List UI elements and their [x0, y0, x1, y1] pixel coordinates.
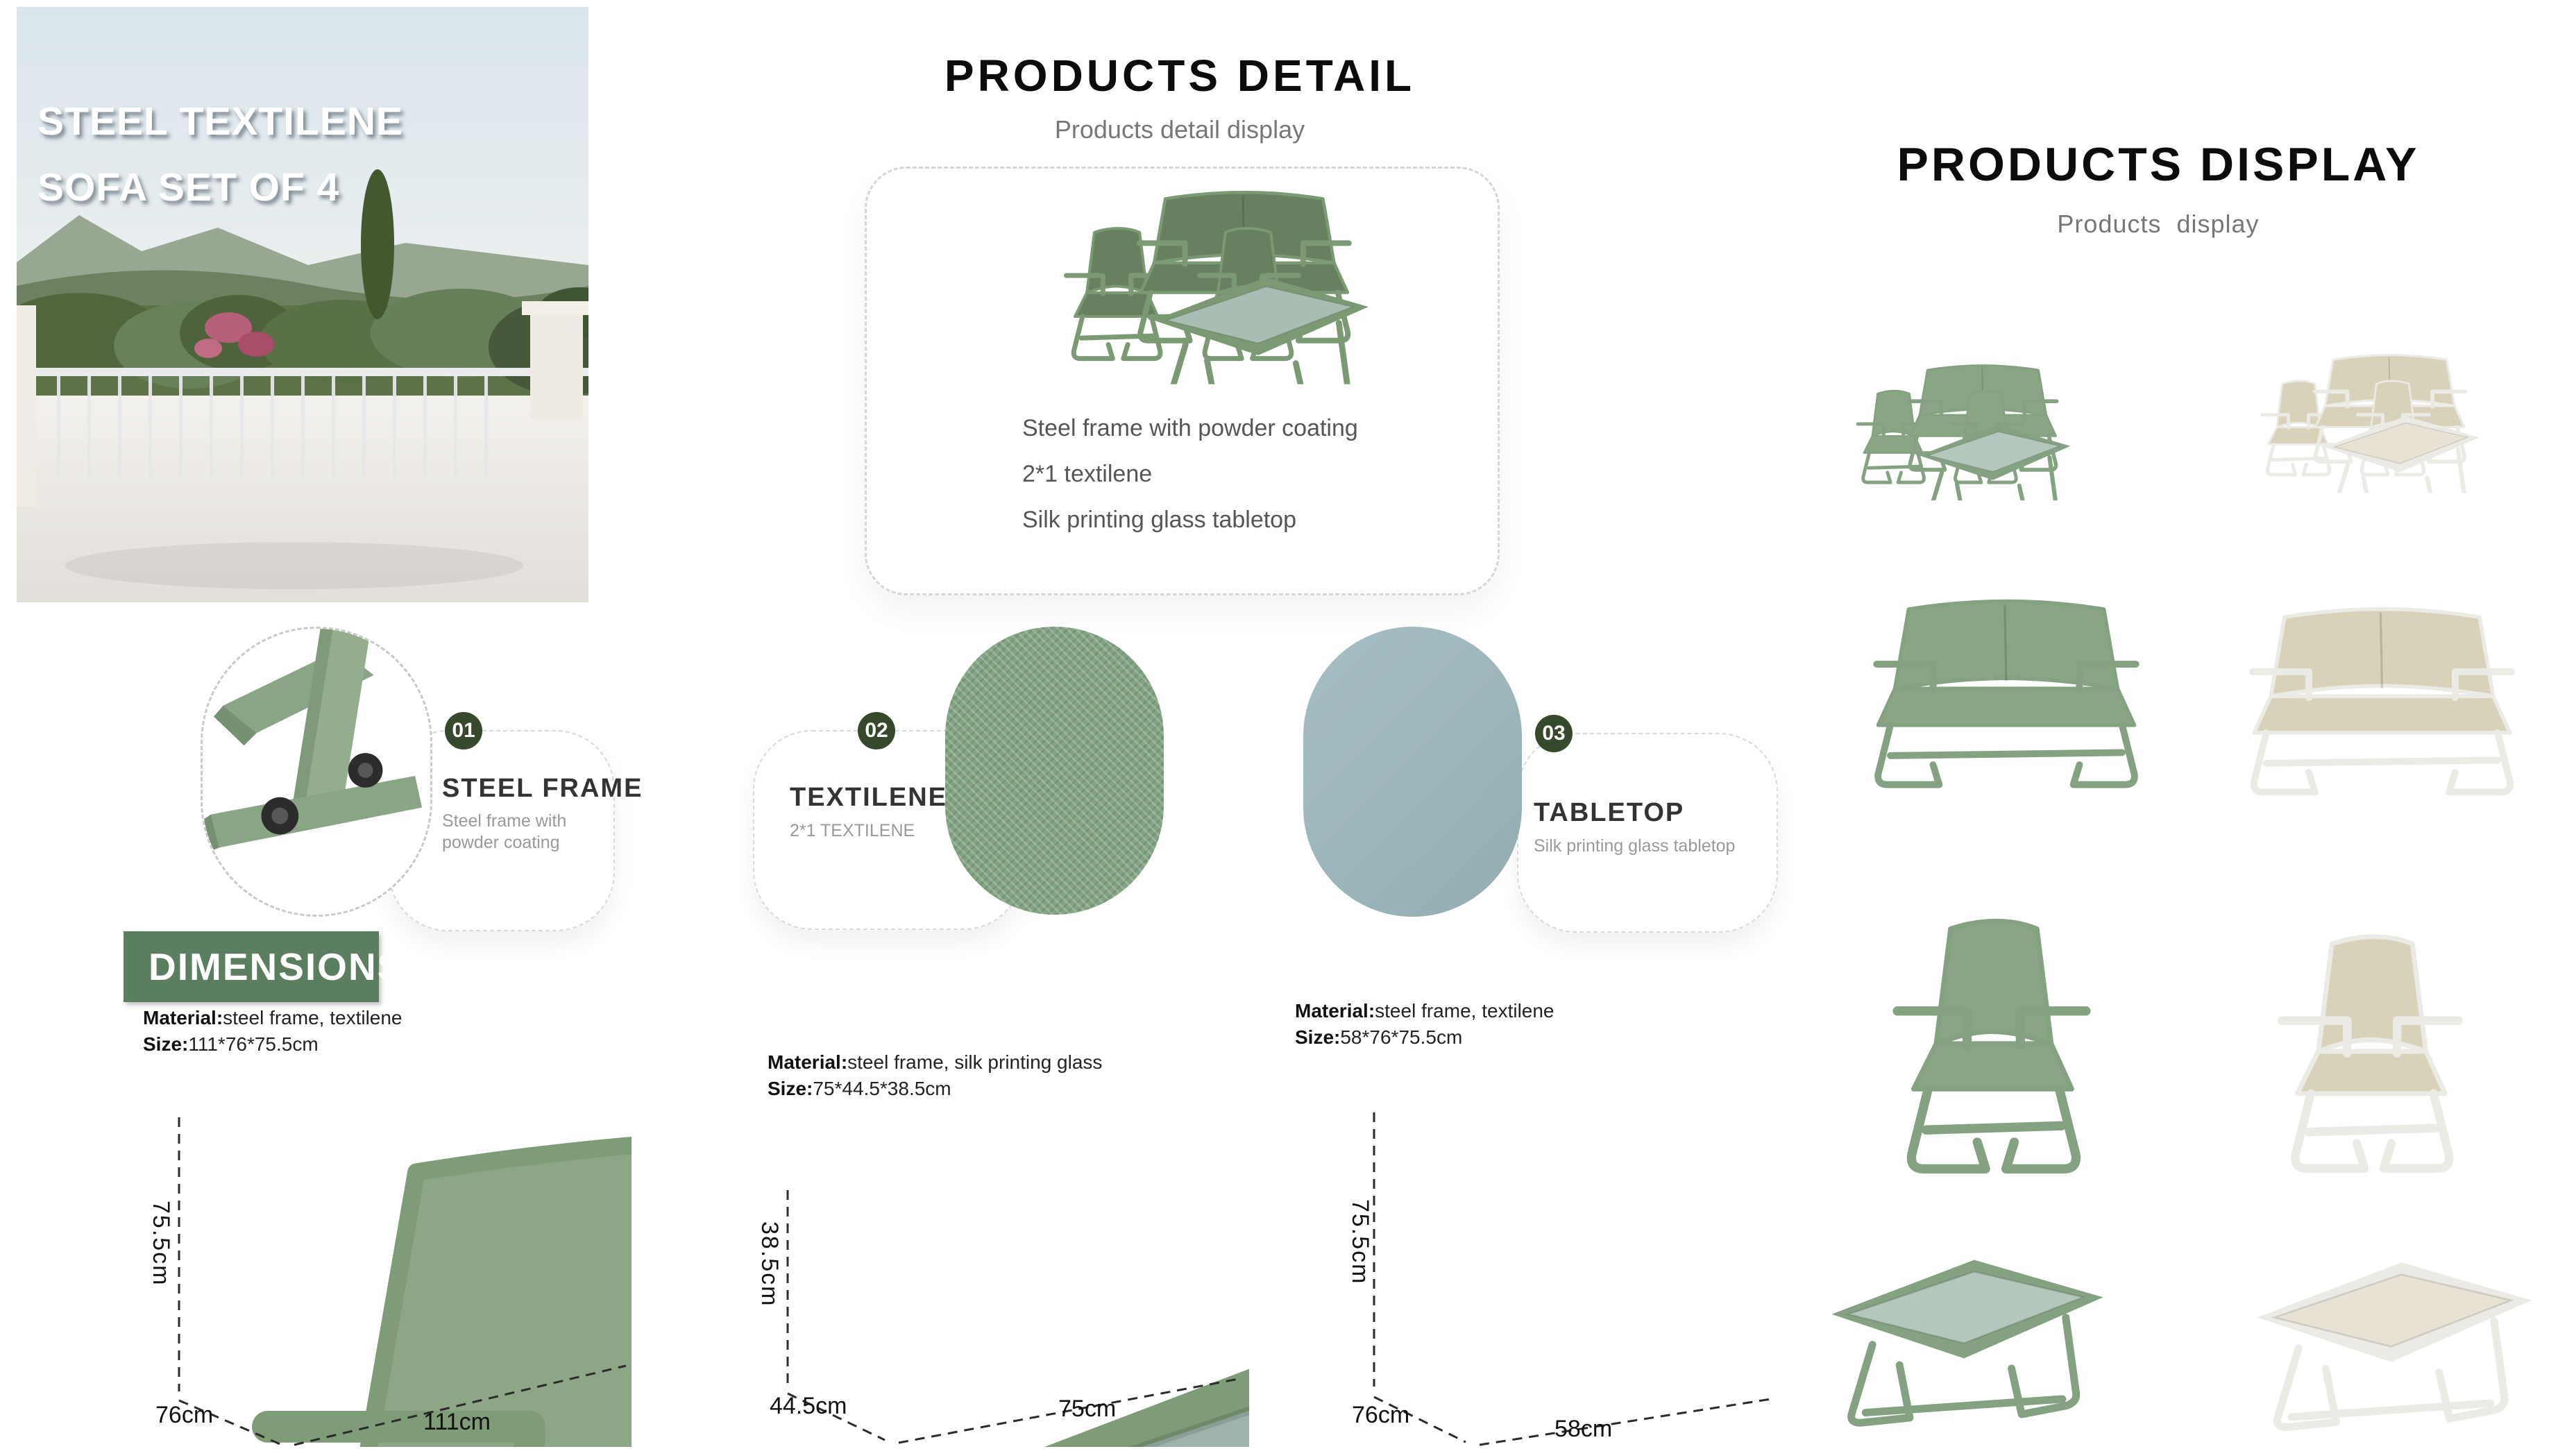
sofa-dimension-figure [146, 1090, 632, 1447]
detail-bullet-list [1022, 416, 1358, 553]
feature-title: STEEL FRAME [442, 774, 643, 803]
products-display-heading: PRODUCTS DISPLAY [1897, 138, 2420, 191]
display-green-table [1815, 1241, 2120, 1435]
glass-tabletop-swatch [1303, 627, 1522, 917]
textilene-swatch [945, 627, 1164, 915]
material-label: Material: [143, 1007, 223, 1028]
sofa-set-image [960, 178, 1405, 387]
dimension-height-label: 75.5cm [1347, 1199, 1373, 1285]
dimensions-heading-badge [124, 931, 405, 1002]
hero-title [37, 89, 403, 220]
dimension-depth-label: 44.5cm [770, 1393, 847, 1419]
material-label: Material: [768, 1051, 848, 1073]
dimension-width-label: 111cm [423, 1409, 491, 1435]
display-white-set [2186, 312, 2505, 527]
table-spec [768, 1049, 1102, 1102]
chair-dimension-figure [1346, 1102, 1783, 1448]
size-value: 75*44.5*38.5cm [813, 1078, 951, 1099]
products-display-subheading: Products display [2057, 210, 2260, 238]
detail-bullet: 2*1 textilene [1022, 461, 1153, 487]
feature-description: 2*1 TEXTILENE [790, 821, 915, 840]
hero-title-line2: SOFA SET OF 4 [37, 164, 340, 210]
hero-photo [17, 7, 588, 602]
feature-card-tabletop [1517, 733, 1778, 933]
feature-number-badge: 02 [858, 712, 895, 749]
steel-frame-photo [201, 627, 432, 917]
dimension-width-label: 58cm [1554, 1416, 1613, 1442]
feature-number-badge: 01 [445, 712, 482, 749]
feature-description: Silk printing glass tabletop [1534, 836, 1736, 856]
dimension-depth-label: 76cm [155, 1402, 214, 1428]
material-value: steel frame, silk printing glass [847, 1051, 1103, 1073]
feature-number-badge: 03 [1535, 715, 1573, 752]
dimension-depth-label: 76cm [1352, 1402, 1410, 1428]
display-white-table [2240, 1241, 2549, 1442]
display-green-set [1783, 325, 2096, 533]
detail-bullet: Steel frame with powder coating [1022, 415, 1358, 441]
chair-spec [1295, 998, 1554, 1051]
display-white-chair [2254, 929, 2486, 1182]
display-white-bench [2245, 598, 2519, 806]
display-green-chair [1874, 913, 2110, 1183]
sofa-spec [143, 1005, 402, 1058]
table-dimension-figure [753, 1135, 1249, 1447]
display-green-bench [1857, 594, 2155, 795]
feature-description: Steel frame with powder coating [442, 811, 567, 852]
size-value: 58*76*75.5cm [1340, 1026, 1463, 1048]
products-detail-card [865, 167, 1500, 595]
material-value: steel frame, textilene [1375, 1000, 1554, 1022]
material-label: Material: [1295, 1000, 1375, 1022]
dimension-height-label: 38.5cm [756, 1221, 783, 1307]
size-value: 111*76*75.5cm [188, 1033, 319, 1055]
products-detail-subheading: Products detail display [1054, 115, 1305, 144]
feature-title: TABLETOP [1534, 798, 1685, 827]
size-label: Size: [1295, 1026, 1341, 1048]
dimension-height-label: 75.5cm [148, 1201, 174, 1287]
products-detail-heading: PRODUCTS DETAIL [944, 51, 1416, 101]
size-label: Size: [143, 1033, 189, 1055]
hero-title-line1: STEEL TEXTILENE [37, 99, 404, 144]
dimension-width-label: 75cm [1058, 1396, 1117, 1422]
steel-joint-art [203, 629, 430, 915]
detail-bullet: Silk printing glass tabletop [1022, 507, 1297, 533]
size-label: Size: [768, 1078, 813, 1099]
feature-title: TEXTILENE [790, 783, 948, 812]
material-value: steel frame, textilene [223, 1007, 402, 1028]
dimensions-heading: DIMENSIONS [149, 945, 405, 988]
